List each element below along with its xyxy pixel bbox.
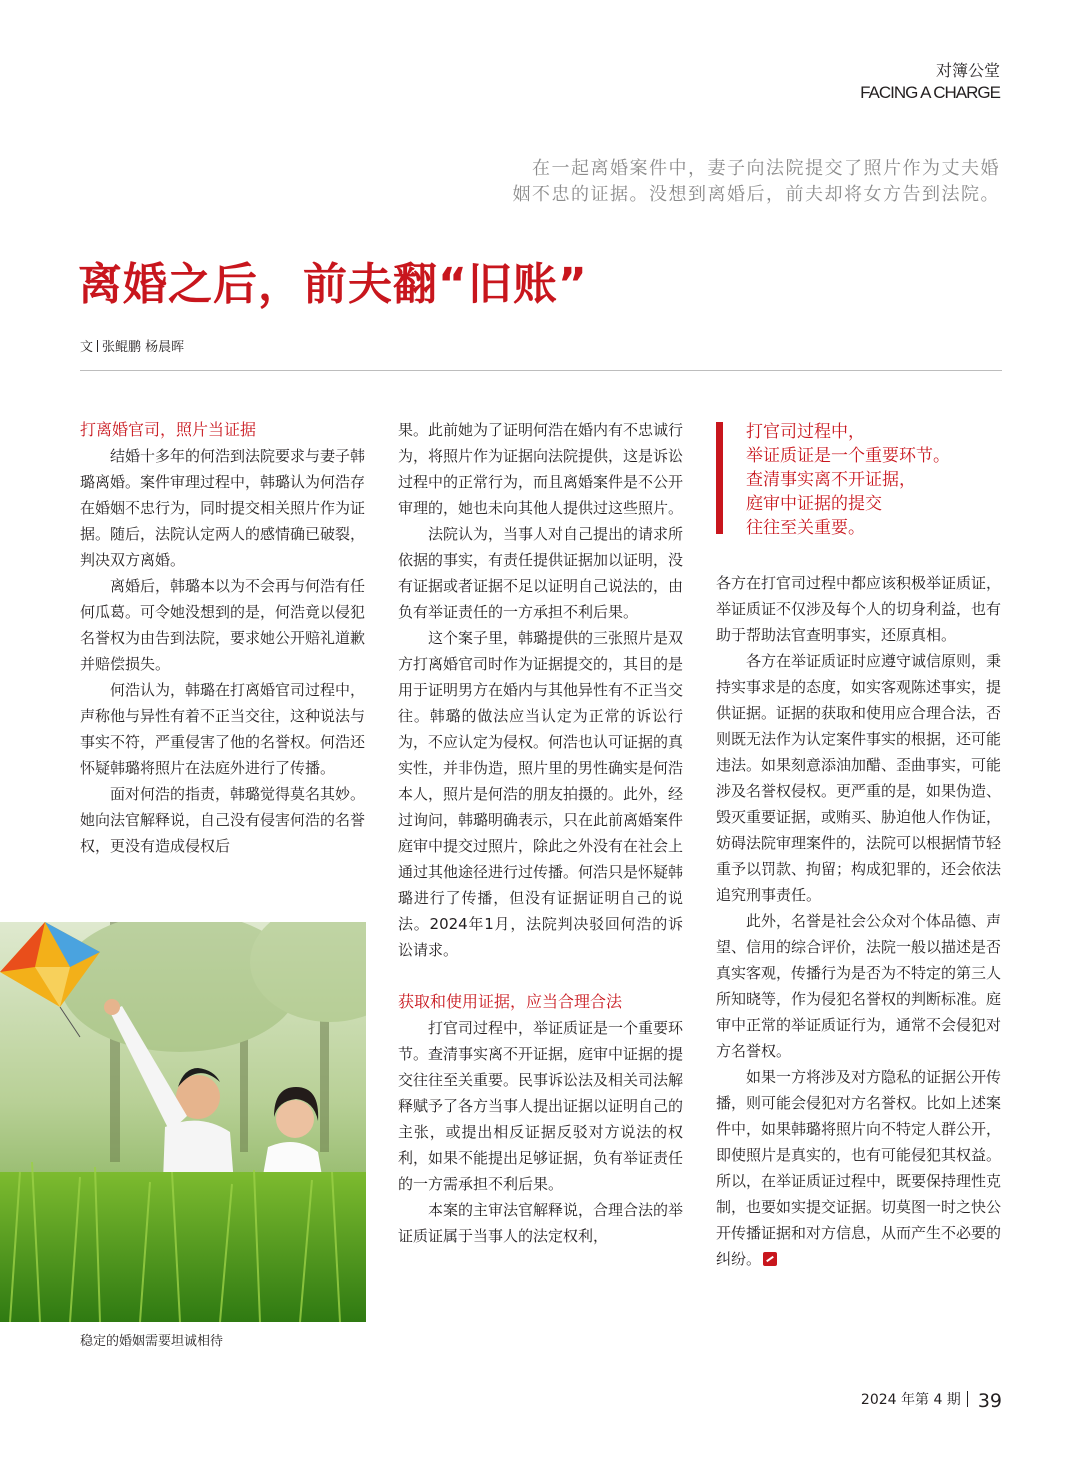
paragraph: 这个案子里，韩璐提供的三张照片是双方打离婚官司时作为证据提交的，其目的是用于证明男方在婚内与其他异性有不正当交往。韩璐的做法应当认定为正常的诉讼行为，不应认定为侵权。何浩也认可证据的真实性，并非伪造，照片里的男性确实是何浩本人，照片是何浩的朋友拍摄的。此外，经过询问，韩璐明确表示，只在此前离婚案件庭审中提交过照片，除此之外没有在社会上通过其他途径进行过传播。何浩只是怀疑韩璐进行了传播，但没有证据证明自己的说法。2024年1月，法院判决驳回何浩的诉讼请求。 bbox=[398, 629, 684, 959]
pull-quote-line: 举证质证是一个重要环节。 bbox=[746, 446, 950, 466]
article-column-3 bbox=[716, 570, 1001, 1272]
paragraph: 何浩认为，韩璐在打离婚官司过程中，声称他与异性有着不正当交往，这种说法与事实不符，严重侵害了他的名誉权。何浩还怀疑韩璐将照片在法庭外进行了传播。 bbox=[80, 681, 366, 777]
couple-kite-photo bbox=[0, 922, 366, 1322]
article-column-2 bbox=[398, 417, 683, 1249]
paragraph: 本案的主审法官解释说，合理合法的举证质证属于当事人的法定权利， bbox=[398, 1201, 684, 1245]
section-heading: 打离婚官司，照片当证据 bbox=[80, 420, 257, 439]
column-label-cn: 对簿公堂 bbox=[935, 61, 1000, 80]
article-column-1 bbox=[80, 417, 365, 859]
headline: 离婚之后，前夫翻“旧账” bbox=[78, 259, 588, 310]
pull-quote-line: 查清事实离不开证据， bbox=[746, 470, 916, 490]
paragraph: 打官司过程中，举证质证是一个重要环节。查清事实离不开证据，庭审中证据的提交往往至关重要。民事诉讼法及相关司法解释赋予了各方当事人提出证据以证明自己的主张，或提出相反证据反驳对方说法的权利，如果不能提出足够证据，负有举证责任的一方需承担不利后果。 bbox=[398, 1019, 684, 1193]
byline-prefix: 文 bbox=[80, 340, 94, 355]
footer-divider bbox=[967, 1391, 968, 1407]
section-heading: 获取和使用证据，应当合理合法 bbox=[398, 992, 623, 1011]
pull-quote-text bbox=[746, 420, 1016, 540]
paragraph: 各方在打官司过程中都应该积极举证质证，举证质证不仅涉及每个人的切身利益，也有助于帮助法官查明事实，还原真相。 bbox=[716, 574, 1002, 644]
issue-label: 2024 年第 4 期 bbox=[860, 1392, 961, 1408]
paragraph: 结婚十多年的何浩到法院要求与妻子韩璐离婚。案件审理过程中，韩璐认为何浩存在婚姻不忠行为，同时提交相关照片作为证据。随后，法院认定两人的感情确已破裂，判决双方离婚。 bbox=[80, 447, 366, 569]
pull-quote-line: 打官司过程中， bbox=[746, 422, 865, 442]
byline bbox=[80, 336, 184, 355]
pull-quote bbox=[716, 420, 1006, 536]
paragraph bbox=[716, 1064, 1001, 1272]
paragraph: 此外，名誉是社会公众对个体品德、声望、信用的综合评价，法院一般以描述是否真实客观，传播行为是否为不特定的第三人所知晓等，作为侵犯名誉权的判断标准。庭审中正常的举证质证行为，通常不会侵犯对方名誉权。 bbox=[716, 912, 1002, 1060]
end-mark-icon bbox=[763, 1252, 777, 1266]
pull-quote-line: 庭审中证据的提交 bbox=[746, 494, 882, 514]
page-footer bbox=[861, 1389, 1002, 1412]
byline-divider bbox=[97, 340, 98, 352]
paragraph-text: 如果一方将涉及对方隐私的证据公开传播，则可能会侵犯对方名誉权。比如上述案件中，如果韩璐将照片向不特定人群公开，即使照片是真实的，也有可能侵犯其权益。所以，在举证质证过程中，既要保持理性克制，也要如实提交证据。切莫图一时之快公开传播证据和对方信息，从而产生不必要的纠纷。 bbox=[716, 1068, 1002, 1268]
paragraph: 离婚后，韩璐本以为不会再与何浩有任何瓜葛。可令她没想到的是，何浩竟以侵犯名誉权为由告到法院，要求她公开赔礼道歉并赔偿损失。 bbox=[80, 577, 366, 673]
paragraph: 面对何浩的指责，韩璐觉得莫名其妙。她向法官解释说，自己没有侵害何浩的名誉权，更没有造成侵权后 bbox=[80, 785, 366, 855]
pull-quote-line: 往往至关重要。 bbox=[746, 518, 865, 538]
deck-line: 姻不忠的证据。没想到离婚后，前夫却将女方告到法院。 bbox=[512, 184, 1000, 205]
column-label-en: FACING A CHARGE bbox=[860, 83, 1000, 102]
header-rule bbox=[80, 370, 1002, 371]
deck-line: 在一起离婚案件中，妻子向法院提交了照片作为丈夫婚 bbox=[532, 158, 1000, 179]
page-number: 39 bbox=[977, 1390, 1002, 1412]
paragraph: 果。此前她为了证明何浩在婚内有不忠诚行为，将照片作为证据向法院提供，这是诉讼过程中的正常行为，而且离婚案件是不公开审理的，她也未向其他人提供过这些照片。 bbox=[398, 421, 684, 517]
byline-authors: 张鲲鹏 杨晨晖 bbox=[102, 340, 185, 355]
paragraph: 各方在举证质证时应遵守诚信原则，秉持实事求是的态度，如实客观陈述事实，提供证据。证据的获取和使用应合理合法，否则既无法作为认定案件事实的根据，还可能违法。如果刻意添油加醋、歪曲事实，可能涉及名誉权侵权。更严重的是，如果伪造、毁灭重要证据，或贿买、胁迫他人作伪证，妨碍法院审理案件的，法院可以根据情节轻重予以罚款、拘留；构成犯罪的，还会依法追究刑事责任。 bbox=[716, 652, 1002, 904]
paragraph: 法院认为，当事人对自己提出的请求所依据的事实，有责任提供证据加以证明，没有证据或者证据不足以证明自己说法的，由负有举证责任的一方承担不利后果。 bbox=[398, 525, 684, 621]
column-label bbox=[860, 60, 1000, 104]
photo-caption: 稳定的婚姻需要坦诚相待 bbox=[80, 1334, 224, 1349]
deck bbox=[440, 156, 1000, 208]
pull-quote-bar bbox=[716, 422, 723, 534]
